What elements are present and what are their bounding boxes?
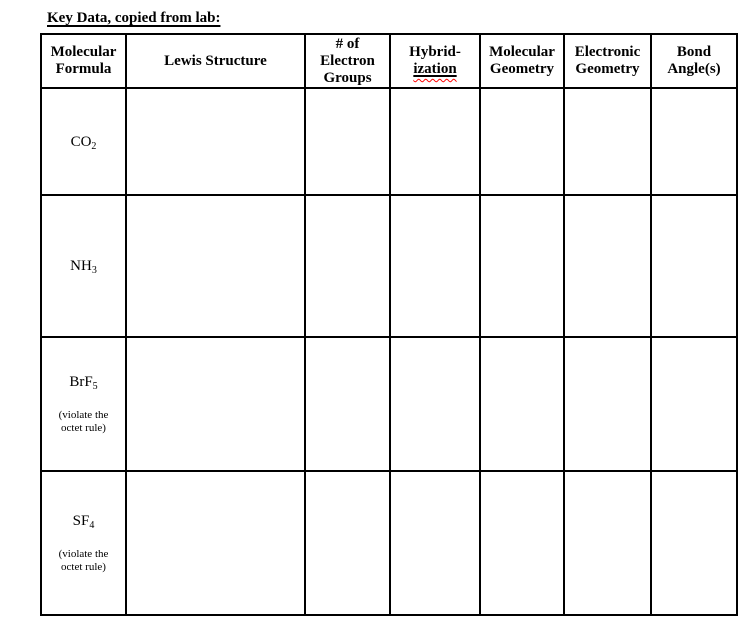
header-line: Molecular — [50, 44, 117, 60]
header-line: Geometry — [575, 61, 640, 77]
empty-cell-co2-hybridization[interactable] — [390, 88, 480, 195]
empty-cell-sf4-bond-angles[interactable] — [651, 471, 737, 615]
empty-cell-co2-electronic-geometry[interactable] — [564, 88, 651, 195]
header-line: Bond — [676, 44, 712, 60]
empty-cell-brf5-bond-angles[interactable] — [651, 337, 737, 471]
col-header-electronic-geometry — [564, 34, 651, 88]
header-line: Angle(s) — [667, 61, 721, 77]
empty-cell-co2-electron-groups[interactable] — [305, 88, 390, 195]
table-row-co2 — [41, 88, 737, 195]
octet-rule-note: (violate the octet rule) — [58, 408, 109, 434]
empty-cell-brf5-hybridization[interactable] — [390, 337, 480, 471]
header-line: Geometry — [489, 61, 555, 77]
header-line: Electronic — [574, 44, 641, 60]
header-line: # of — [335, 35, 360, 52]
empty-cell-nh3-lewis-structure[interactable] — [126, 195, 305, 337]
spellcheck-underline — [413, 61, 456, 77]
formula-cell-sf4 — [41, 471, 126, 615]
header-line: Electron — [320, 52, 375, 69]
key-data-table — [40, 33, 738, 616]
molecular-formula: BrF$_5$ — [69, 373, 98, 392]
header-line: Hybrid- — [409, 44, 461, 60]
empty-cell-sf4-electronic-geometry[interactable] — [564, 471, 651, 615]
table-row-brf5 — [41, 337, 737, 471]
header-line — [391, 61, 479, 78]
col-header-bond-angles — [651, 34, 737, 88]
col-header-lewis-structure — [126, 34, 305, 88]
formula-cell-brf5 — [41, 337, 126, 471]
empty-cell-co2-lewis-structure[interactable] — [126, 88, 305, 195]
empty-cell-sf4-hybridization[interactable] — [390, 471, 480, 615]
header-line: Molecular — [489, 44, 555, 60]
col-header-electron-groups — [305, 34, 390, 88]
formula-cell-nh3 — [41, 195, 126, 337]
col-header-molecular-geometry — [480, 34, 564, 88]
spellcheck-flagged-word: ization — [413, 61, 457, 77]
table-row-nh3 — [41, 195, 737, 337]
molecular-formula: $NH_3$ — [70, 258, 97, 276]
col-header-hybridization — [390, 34, 480, 88]
empty-cell-brf5-lewis-structure[interactable] — [126, 337, 305, 471]
empty-cell-nh3-bond-angles[interactable] — [651, 195, 737, 337]
header-row — [41, 34, 737, 88]
header-line: Lewis Structure — [164, 52, 267, 69]
molecular-formula: $SF_4$ — [72, 512, 95, 531]
header-line: Formula — [55, 61, 112, 77]
empty-cell-nh3-molecular-geometry[interactable] — [480, 195, 564, 337]
empty-cell-brf5-electron-groups[interactable] — [305, 337, 390, 471]
empty-cell-nh3-electronic-geometry[interactable] — [564, 195, 651, 337]
molecular-formula: $CO_2$ — [70, 133, 97, 152]
empty-cell-sf4-lewis-structure[interactable] — [126, 471, 305, 615]
octet-rule-note: (violate the octet rule) — [58, 547, 109, 573]
empty-cell-brf5-molecular-geometry[interactable] — [480, 337, 564, 471]
header-line: Groups — [323, 69, 372, 86]
col-header-molecular-formula — [41, 34, 126, 88]
empty-cell-co2-molecular-geometry[interactable] — [480, 88, 564, 195]
empty-cell-sf4-molecular-geometry[interactable] — [480, 471, 564, 615]
empty-cell-brf5-electronic-geometry[interactable] — [564, 337, 651, 471]
empty-cell-sf4-electron-groups[interactable] — [305, 471, 390, 615]
page-title: Key Data, copied from lab: — [47, 10, 221, 26]
empty-cell-nh3-hybridization[interactable] — [390, 195, 480, 337]
table-row-sf4 — [41, 471, 737, 615]
empty-cell-co2-bond-angles[interactable] — [651, 88, 737, 195]
formula-cell-co2 — [41, 88, 126, 195]
empty-cell-nh3-electron-groups[interactable] — [305, 195, 390, 337]
